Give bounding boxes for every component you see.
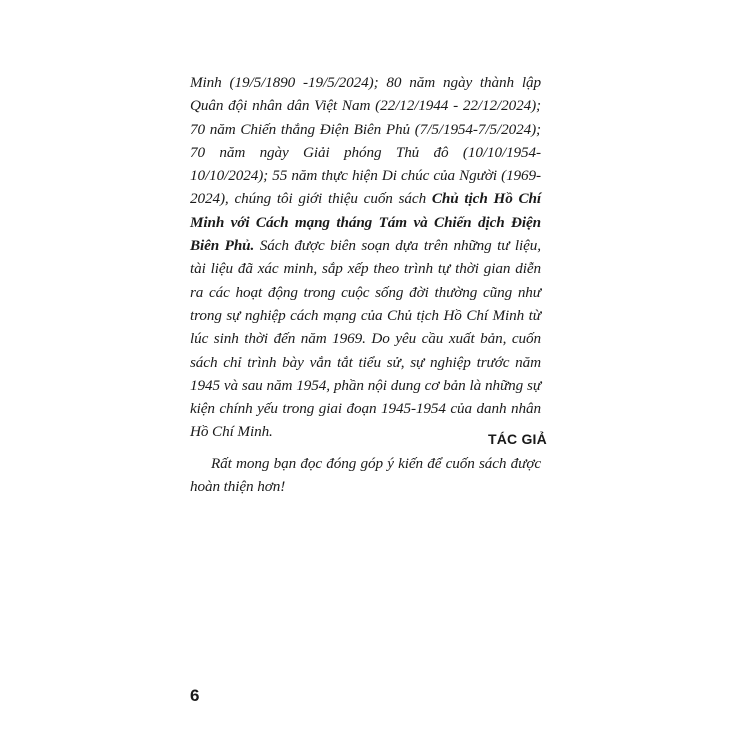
paragraph-closing xyxy=(190,452,541,499)
paragraph-continuation xyxy=(190,71,541,444)
page-number: 6 xyxy=(190,686,200,705)
closing-text: Rất mong bạn đọc đóng góp ý kiến để cuốn sách được hoàn thiện hơn! xyxy=(190,454,541,496)
book-title: Chủ tịch Hồ Chí Minh với Cách mạng tháng Tám và Chiến dịch Điện Biên Phủ. xyxy=(190,190,541,255)
author-signature: TÁC GIẢ xyxy=(488,431,547,447)
paragraph-text-after-title: Sách được biên soạn dựa trên những tư liệu, tài liệu đã xác minh, sắp xếp theo trình tự thời gian diễn ra các hoạt động trong cuộc sống đời thường cũng như trong sự nghiệp cách mạng của Chủ tịch Hồ Chí Minh từ lúc sinh thời đến năm 1969. Do yêu cầu xuất bản, cuốn sách chỉ trình bày vắn tắt tiểu sử, sự nghiệp trước năm 1945 và sau năm 1954, phần nội dung cơ bản là những sự kiện chính yếu trong giai đoạn 1945-1954 của danh nhân Hồ Chí Minh. xyxy=(190,237,542,441)
paragraph-text-before-title: Minh (19/5/1890 -19/5/2024); 80 năm ngày thành lập Quân đội nhân dân Việt Nam (22/12/1944 - 22/12/2024); 70 năm Chiến thắng Điện Biên Phủ (7/5/1954-7/5/2024); 70 năm ngày Giải phóng Thủ đô (10/10/1954-10/10/2024); 55 năm thực hiện Di chúc của Người (1969-2024), chúng tôi giới thiệu cuốn sách xyxy=(190,74,541,208)
